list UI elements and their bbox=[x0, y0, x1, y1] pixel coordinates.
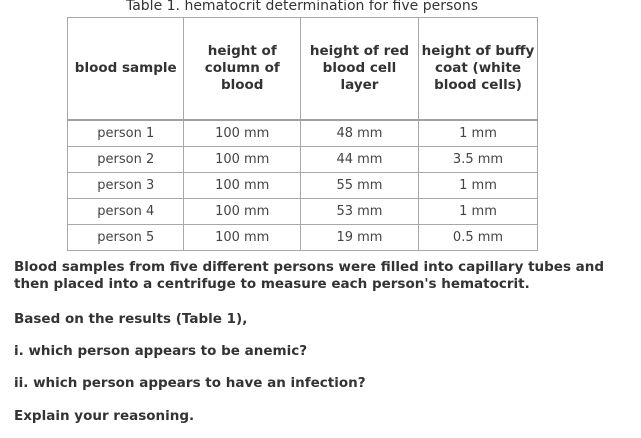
cell-red-cell-height: 19 mm bbox=[300, 225, 418, 251]
cell-column-height: 100 mm bbox=[184, 225, 301, 251]
cell-column-height: 100 mm bbox=[184, 173, 301, 199]
cell-column-height: 100 mm bbox=[184, 147, 301, 173]
cell-red-cell-height: 48 mm bbox=[300, 120, 418, 147]
table-header-row bbox=[68, 18, 538, 121]
question-part-ii: ii. which person appears to have an infection? bbox=[14, 375, 366, 391]
question-part-i: i. which person appears to be anemic? bbox=[14, 343, 308, 359]
question-based-on: Based on the results (Table 1), bbox=[14, 311, 248, 327]
cell-sample: person 1 bbox=[68, 120, 184, 147]
table-row bbox=[68, 225, 538, 251]
cell-sample: person 5 bbox=[68, 225, 184, 251]
cell-column-height: 100 mm bbox=[184, 120, 301, 147]
cell-buffy-coat-height: 1 mm bbox=[419, 120, 538, 147]
table-row bbox=[68, 199, 538, 225]
table-caption: Table 1. hematocrit determination for five persons bbox=[125, 0, 478, 14]
cell-buffy-coat-height: 1 mm bbox=[419, 199, 538, 225]
cell-buffy-coat-height: 3.5 mm bbox=[419, 147, 538, 173]
cell-column-height: 100 mm bbox=[184, 199, 301, 225]
cell-sample: person 4 bbox=[68, 199, 184, 225]
cell-sample: person 2 bbox=[68, 147, 184, 173]
hematocrit-table bbox=[67, 17, 538, 251]
header-column-height: height of column of blood bbox=[184, 18, 301, 121]
header-buffy-coat-height: height of buffy coat (white blood cells) bbox=[419, 18, 538, 121]
table-row bbox=[68, 147, 538, 173]
cell-sample: person 3 bbox=[68, 173, 184, 199]
cell-red-cell-height: 44 mm bbox=[300, 147, 418, 173]
table-row bbox=[68, 173, 538, 199]
header-red-cell-height: height of red blood cell layer bbox=[300, 18, 418, 121]
cell-red-cell-height: 53 mm bbox=[300, 199, 418, 225]
cell-buffy-coat-height: 1 mm bbox=[419, 173, 538, 199]
header-blood-sample: blood sample bbox=[68, 18, 184, 121]
question-explain: Explain your reasoning. bbox=[14, 408, 195, 424]
cell-buffy-coat-height: 0.5 mm bbox=[419, 225, 538, 251]
table-row bbox=[68, 120, 538, 147]
question-intro: Blood samples from five different persons were filled into capillary tubes and then placed into a centrifuge to measure each person's hematocrit. bbox=[14, 259, 605, 292]
cell-red-cell-height: 55 mm bbox=[300, 173, 418, 199]
